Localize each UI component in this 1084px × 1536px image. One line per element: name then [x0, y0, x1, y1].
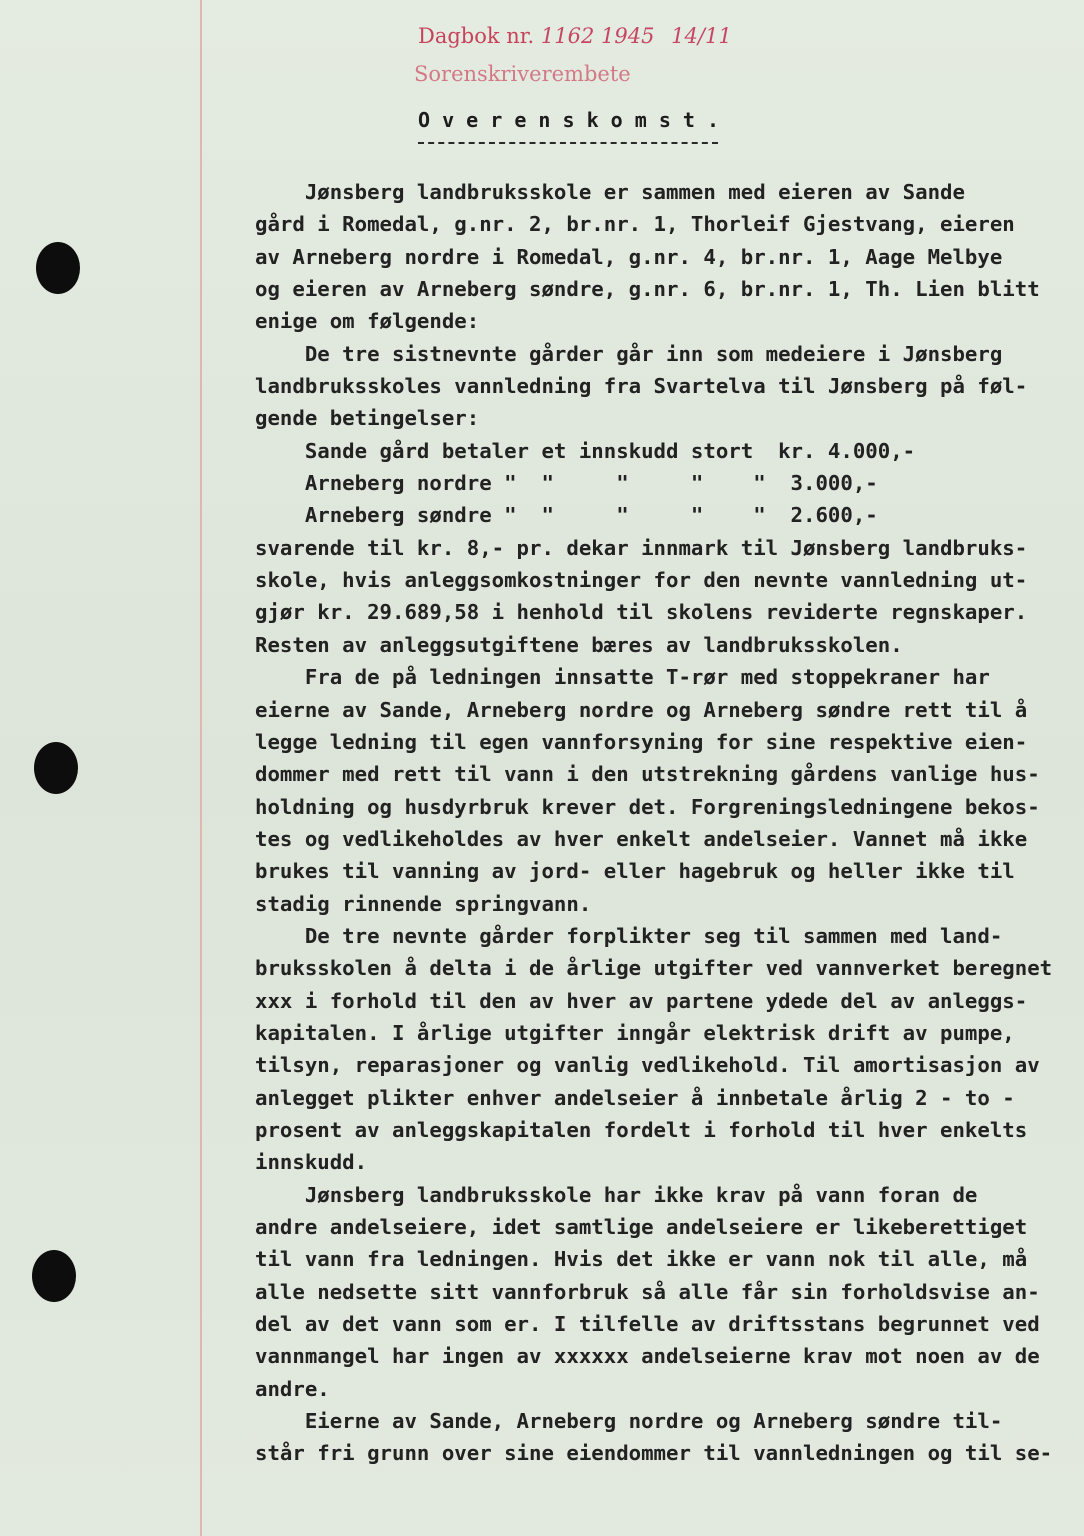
text-line: og eieren av Arneberg søndre, g.nr. 6, br.nr. 1, Th. Lien blitt [255, 277, 1040, 302]
text-line: til vann fra ledningen. Hvis det ikke er vann nok til alle, må [255, 1247, 1028, 1272]
text-line: Arneberg søndre " " " " " 2.600,- [255, 503, 878, 528]
punch-hole-middle [34, 742, 78, 794]
text-line: innskudd. [255, 1150, 368, 1175]
text-line: Arneberg nordre " " " " " 3.000,- [255, 471, 878, 496]
text-line: Jønsberg landbruksskole har ikke krav på vann foran de [255, 1182, 978, 1207]
text-line: av Arneberg nordre i Romedal, g.nr. 4, br.nr. 1, Aage Melbye [255, 244, 1003, 269]
text-line: alle nedsette sitt vannforbruk så alle får sin forholdsvise an- [255, 1279, 1040, 1304]
text-line: gjør kr. 29.689,58 i henhold til skolens reviderte regnskaper. [255, 600, 1028, 625]
text-line: eierne av Sande, Arneberg nordre og Arneberg søndre rett til å [255, 697, 1028, 722]
text-line: vannmangel har ingen av xxxxxx andelseierne krav mot noen av de [255, 1344, 1040, 1369]
title-underline [418, 142, 718, 144]
text-line: holdning og husdyrbruk krever det. Forgreningsledningene bekos- [255, 794, 1040, 819]
text-line: enige om følgende: [255, 309, 480, 334]
text-line: tilsyn, reparasjoner og vanlig vedlikehold. Til amortisasjon av [255, 1053, 1040, 1078]
text-line: De tre nevnte gårder forplikter seg til sammen med land- [255, 923, 1003, 948]
text-line: stadig rinnende springvann. [255, 891, 592, 916]
text-line: står fri grunn over sine eiendommer til vannledningen og til se- [255, 1441, 1053, 1466]
punch-hole-top [36, 242, 80, 294]
dagbok-stamp [418, 24, 732, 48]
text-line: tes og vedlikeholdes av hver enkelt andelseier. Vannet må ikke [255, 826, 1028, 851]
text-line: landbruksskoles vannledning fra Svartelva til Jønsberg på føl- [255, 374, 1028, 399]
margin-rule [200, 0, 202, 1536]
text-line: gård i Romedal, g.nr. 2, br.nr. 1, Thorleif Gjestvang, eieren [255, 212, 1015, 237]
document-title: O v e r e n s k o m s t . [418, 108, 720, 132]
text-line: anlegget plikter enhver andelseier å innbetale årlig 2 - to - [255, 1085, 1015, 1110]
stamp-label: Dagbok nr. [418, 24, 535, 48]
text-line: Fra de på ledningen innsatte T-rør med stoppekraner har [255, 665, 990, 690]
text-line: Jønsberg landbruksskole er sammen med eieren av Sande [255, 180, 965, 204]
office-stamp: Sorenskriverembete [414, 62, 631, 86]
text-line: gende betingelser: [255, 406, 480, 431]
text-line: bruksskolen å delta i de årlige utgifter ved vannverket beregnet [255, 956, 1053, 981]
text-line: Resten av anleggsutgiftene bæres av landbruksskolen. [255, 632, 903, 657]
text-line: kapitalen. I årlige utgifter inngår elektrisk drift av pumpe, [255, 1020, 1015, 1045]
text-line: brukes til vanning av jord- eller hagebruk og heller ikke til [255, 859, 1015, 884]
text-line: Eierne av Sande, Arneberg nordre og Arneberg søndre til- [255, 1409, 1003, 1434]
text-line: andre andelseiere, idet samtlige andelseiere er likeberettiget [255, 1215, 1028, 1239]
text-line: legge ledning til egen vannforsyning for sine respektive eien- [255, 729, 1028, 754]
document-body [255, 176, 1055, 1470]
text-line: dommer med rett til vann i den utstrekning gårdens vanlige hus- [255, 762, 1040, 787]
text-line: svarende til kr. 8,- pr. dekar innmark til Jønsberg landbruks- [255, 535, 1028, 560]
text-line: andre. [255, 1376, 330, 1401]
stamp-handwritten-date: 14/11 [671, 24, 732, 48]
text-line: skole, hvis anleggsomkostninger for den nevnte vannledning ut- [255, 568, 1028, 593]
text-line: De tre sistnevnte gårder går inn som medeiere i Jønsberg [255, 341, 1003, 366]
text-line: Sande gård betaler et innskudd stort kr. 4.000,- [255, 438, 916, 463]
text-line: prosent av anleggskapitalen fordelt i forhold til hver enkelts [255, 1117, 1028, 1142]
punch-hole-bottom [32, 1250, 76, 1302]
text-line: del av det vann som er. I tilfelle av driftsstans begrunnet ved [255, 1312, 1040, 1337]
text-line: xxx i forhold til den av hver av partene ydede del av anleggs- [255, 988, 1028, 1013]
stamp-handwritten-number: 1162 1945 [540, 24, 655, 48]
